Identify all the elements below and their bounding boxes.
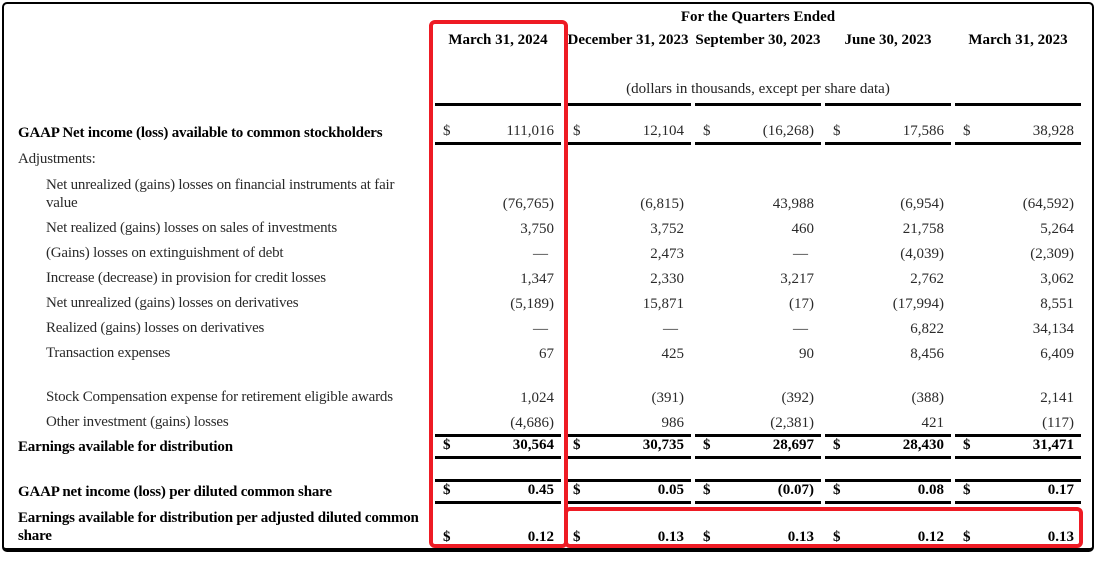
value-cell xyxy=(695,171,821,215)
value-cell xyxy=(825,215,951,240)
table-row xyxy=(12,509,1083,548)
row-label: Transaction expenses xyxy=(46,344,171,361)
dollar-sign: $ xyxy=(963,123,971,139)
cell-value: 28,430 xyxy=(902,437,944,453)
dollar-sign: $ xyxy=(833,437,841,453)
value-cell xyxy=(435,434,561,459)
cell-value: 3,752 xyxy=(650,221,684,237)
value-cell xyxy=(955,434,1081,459)
cell-value: 6,409 xyxy=(1040,346,1074,362)
cell-value: 3,062 xyxy=(1040,271,1074,287)
cell-value: (6,815) xyxy=(640,196,684,212)
table-row xyxy=(12,340,1083,365)
row-label: Net unrealized (gains) losses on financial instruments at fair value xyxy=(46,177,395,211)
cell-value: 43,988 xyxy=(772,196,814,212)
cell-value: 421 xyxy=(921,415,944,431)
cell-value: 12,104 xyxy=(642,123,684,139)
cell-value: (0.07) xyxy=(777,482,814,498)
table-row xyxy=(12,145,1083,171)
table-row xyxy=(12,215,1083,240)
dollar-sign: $ xyxy=(833,529,841,545)
cell-value: 2,330 xyxy=(650,271,684,287)
value-cell xyxy=(695,479,821,504)
dollar-sign: $ xyxy=(963,482,971,498)
value-cell xyxy=(565,434,691,459)
value-cell xyxy=(565,265,691,290)
column-headers-row xyxy=(12,30,1083,76)
dollar-sign: $ xyxy=(573,437,581,453)
row-label: GAAP net income (loss) per diluted common share xyxy=(18,483,332,500)
value-cell xyxy=(955,409,1081,434)
row-label: Other investment (gains) losses xyxy=(46,413,229,430)
cell-value: 6,822 xyxy=(910,321,944,337)
dollar-sign: $ xyxy=(573,529,581,545)
cell-value: — xyxy=(663,321,678,337)
row-label: (Gains) losses on extinguishment of debt xyxy=(46,244,284,261)
cell-value: 30,735 xyxy=(642,437,684,453)
value-cell xyxy=(825,434,951,459)
cell-value: (392) xyxy=(781,390,814,406)
value-cell xyxy=(825,409,951,434)
cell-value: 986 xyxy=(661,415,684,431)
column-header: December 31, 2023 xyxy=(567,32,689,48)
value-cell xyxy=(825,509,951,548)
cell-value: — xyxy=(533,321,548,337)
column-header: June 30, 2023 xyxy=(844,32,932,48)
value-cell xyxy=(955,365,1081,409)
value-cell xyxy=(825,365,951,409)
value-cell xyxy=(695,340,821,365)
table-row xyxy=(12,103,1083,145)
value-cell xyxy=(825,315,951,340)
cell-value: 67 xyxy=(539,346,554,362)
value-cell xyxy=(955,509,1081,548)
value-cell xyxy=(435,340,561,365)
value-cell xyxy=(435,290,561,315)
dollar-sign: $ xyxy=(703,529,711,545)
cell-value: 38,928 xyxy=(1032,123,1074,139)
cell-value: (16,268) xyxy=(762,123,814,139)
unit-note: (dollars in thousands, except per share data) xyxy=(626,81,890,97)
cell-value: (5,189) xyxy=(510,296,554,312)
cell-value: 31,471 xyxy=(1032,437,1074,453)
value-cell xyxy=(955,290,1081,315)
value-cell xyxy=(565,290,691,315)
row-label: Stock Compensation expense for retirement eligible awards xyxy=(46,388,393,405)
cell-value: (17,994) xyxy=(892,296,944,312)
table-title: For the Quarters Ended xyxy=(680,9,836,25)
cell-value: (4,686) xyxy=(510,415,554,431)
row-label: GAAP Net income (loss) available to common stockholders xyxy=(18,124,383,141)
table-row xyxy=(12,365,1083,409)
value-cell xyxy=(695,434,821,459)
value-cell xyxy=(825,103,951,145)
cell-value: 460 xyxy=(791,221,814,237)
cell-value: 111,016 xyxy=(506,123,554,139)
dollar-sign: $ xyxy=(443,482,451,498)
value-cell xyxy=(435,265,561,290)
value-cell xyxy=(695,215,821,240)
dollar-sign: $ xyxy=(963,529,971,545)
value-cell xyxy=(435,509,561,548)
value-cell xyxy=(825,290,951,315)
value-cell xyxy=(955,215,1081,240)
value-cell xyxy=(565,103,691,145)
cell-value: 2,762 xyxy=(910,271,944,287)
dollar-sign: $ xyxy=(443,123,451,139)
cell-value: 28,697 xyxy=(772,437,814,453)
cell-value: (2,309) xyxy=(1030,246,1074,262)
column-header: March 31, 2023 xyxy=(968,32,1068,48)
cell-value: (64,592) xyxy=(1022,196,1074,212)
dollar-sign: $ xyxy=(443,437,451,453)
cell-value: 0.45 xyxy=(527,482,554,498)
value-cell xyxy=(565,315,691,340)
value-cell xyxy=(955,240,1081,265)
cell-value: 34,134 xyxy=(1032,321,1074,337)
dollar-sign: $ xyxy=(443,529,451,545)
cell-value: 0.17 xyxy=(1047,482,1074,498)
row-label: Adjustments: xyxy=(18,150,96,167)
value-cell xyxy=(825,240,951,265)
cell-value: (388) xyxy=(911,390,944,406)
value-cell xyxy=(825,340,951,365)
cell-value: 425 xyxy=(661,346,684,362)
value-cell xyxy=(825,171,951,215)
row-label: Earnings available for distribution per adjusted diluted common share xyxy=(18,510,419,544)
cell-value: (391) xyxy=(651,390,684,406)
value-cell xyxy=(695,103,821,145)
cell-value: — xyxy=(793,246,808,262)
cell-value: 2,473 xyxy=(650,246,684,262)
row-label: Net realized (gains) losses on sales of investments xyxy=(46,219,337,236)
cell-value: (117) xyxy=(1042,415,1074,431)
dollar-sign: $ xyxy=(833,123,841,139)
value-cell xyxy=(695,409,821,434)
value-cell xyxy=(565,215,691,240)
cell-value: 3,217 xyxy=(780,271,814,287)
value-cell xyxy=(825,479,951,504)
cell-value: 0.13 xyxy=(787,529,814,545)
dollar-sign: $ xyxy=(703,123,711,139)
value-cell xyxy=(825,265,951,290)
cell-value: 0.12 xyxy=(917,529,944,545)
value-cell xyxy=(435,365,561,409)
row-label: Increase (decrease) in provision for credit losses xyxy=(46,269,326,286)
cell-value: 0.05 xyxy=(657,482,684,498)
quarters-table xyxy=(12,8,1083,548)
cell-value: 0.13 xyxy=(657,529,684,545)
value-cell xyxy=(435,315,561,340)
cell-value: (2,381) xyxy=(770,415,814,431)
cell-value: (76,765) xyxy=(502,196,554,212)
column-header: September 30, 2023 xyxy=(695,32,821,48)
dollar-sign: $ xyxy=(703,482,711,498)
value-cell xyxy=(955,103,1081,145)
value-cell xyxy=(955,340,1081,365)
value-cell xyxy=(565,171,691,215)
row-label: Realized (gains) losses on derivatives xyxy=(46,319,265,336)
value-cell xyxy=(565,240,691,265)
cell-value: 1,024 xyxy=(520,390,554,406)
value-cell xyxy=(435,409,561,434)
table-row xyxy=(12,315,1083,340)
table-row xyxy=(12,479,1083,504)
dollar-sign: $ xyxy=(703,437,711,453)
dollar-sign: $ xyxy=(963,437,971,453)
value-cell xyxy=(435,171,561,215)
value-cell xyxy=(695,365,821,409)
table-title-row xyxy=(12,8,1083,30)
value-cell xyxy=(435,240,561,265)
value-cell xyxy=(695,290,821,315)
table-row xyxy=(12,290,1083,315)
cell-value: 8,551 xyxy=(1040,296,1074,312)
table-row xyxy=(12,409,1083,434)
cell-value: 90 xyxy=(799,346,814,362)
value-cell xyxy=(695,509,821,548)
value-cell xyxy=(435,103,561,145)
value-cell xyxy=(955,265,1081,290)
value-cell xyxy=(955,171,1081,215)
cell-value: — xyxy=(533,246,548,262)
cell-value: 8,456 xyxy=(910,346,944,362)
cell-value: 2,141 xyxy=(1040,390,1074,406)
unit-note-row xyxy=(12,76,1083,103)
cell-value: 3,750 xyxy=(520,221,554,237)
value-cell xyxy=(565,479,691,504)
dollar-sign: $ xyxy=(573,123,581,139)
cell-value: 0.13 xyxy=(1047,529,1074,545)
dollar-sign: $ xyxy=(573,482,581,498)
dollar-sign: $ xyxy=(833,482,841,498)
value-cell xyxy=(565,365,691,409)
value-cell xyxy=(695,265,821,290)
cell-value: — xyxy=(793,321,808,337)
table-row xyxy=(12,240,1083,265)
value-cell xyxy=(695,315,821,340)
cell-value: 5,264 xyxy=(1040,221,1074,237)
row-label: Earnings available for distribution xyxy=(18,438,233,455)
cell-value: 15,871 xyxy=(642,296,684,312)
cell-value: 0.08 xyxy=(917,482,944,498)
cell-value: 1,347 xyxy=(520,271,554,287)
table-body xyxy=(12,103,1083,548)
table-row xyxy=(12,265,1083,290)
value-cell xyxy=(565,340,691,365)
cell-value: (4,039) xyxy=(900,246,944,262)
value-cell xyxy=(695,240,821,265)
cell-value: 17,586 xyxy=(902,123,944,139)
cell-value: 30,564 xyxy=(512,437,554,453)
value-cell xyxy=(435,215,561,240)
cell-value: (17) xyxy=(789,296,814,312)
value-cell xyxy=(955,315,1081,340)
column-header: March 31, 2024 xyxy=(448,32,548,48)
value-cell xyxy=(955,479,1081,504)
row-label: Net unrealized (gains) losses on derivatives xyxy=(46,294,299,311)
value-cell xyxy=(435,479,561,504)
table-row xyxy=(12,171,1083,215)
cell-value: 21,758 xyxy=(902,221,944,237)
cell-value: (6,954) xyxy=(900,196,944,212)
cell-value: 0.12 xyxy=(527,529,554,545)
value-cell xyxy=(565,409,691,434)
value-cell xyxy=(565,509,691,548)
table-row xyxy=(12,434,1083,459)
spacer-row xyxy=(12,459,1083,479)
